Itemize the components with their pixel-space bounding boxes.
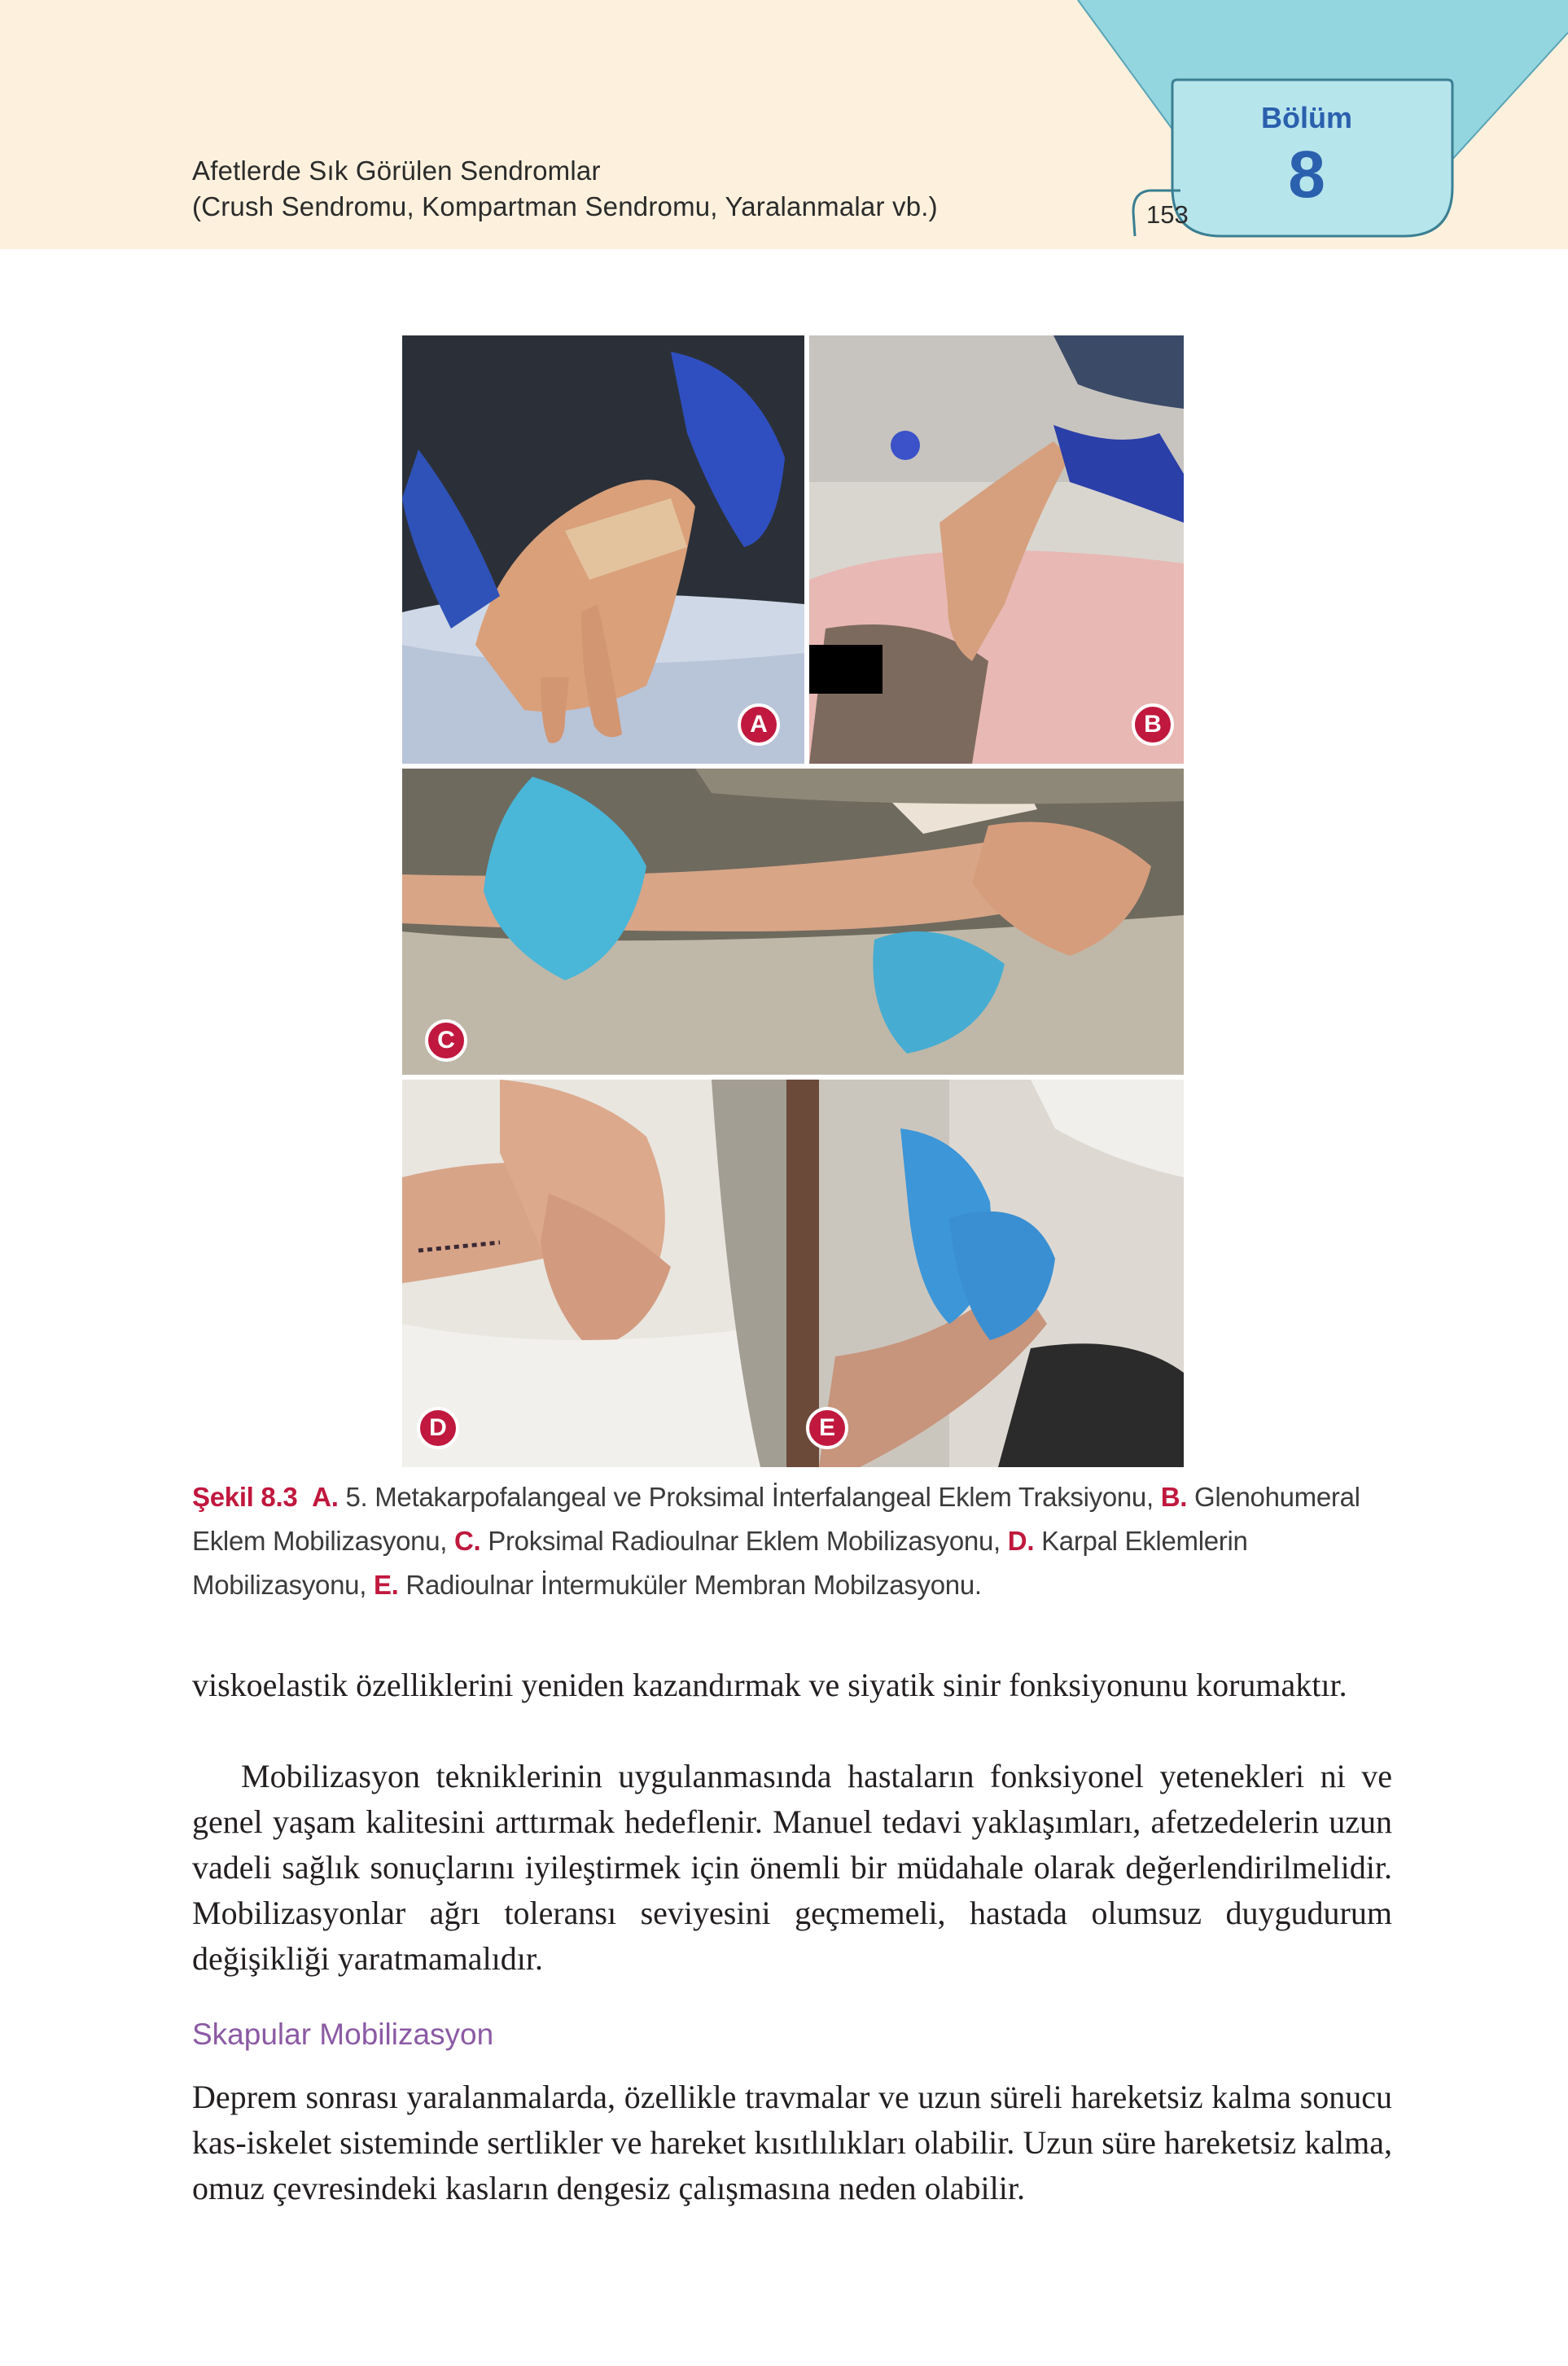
figure-photo-c [402, 769, 1184, 1075]
figure-label: Şekil 8.3 [192, 1482, 298, 1512]
caption-item-e-label: E. [373, 1570, 399, 1600]
figure-caption [192, 1475, 1392, 1607]
panel-label-e: E [806, 1407, 848, 1449]
figure-photo-d [402, 1080, 786, 1467]
caption-item-b-label: B. [1160, 1482, 1188, 1512]
caption-item-c-text: Proksimal Radioulnar Eklem Mobilizasyonu, [488, 1526, 1001, 1556]
body-paragraph-3: Deprem sonrası yaralanmalarda, özellikle travmalar ve uzun süreli hareketsiz kalma sonucu kas-iskelet sisteminde sertlikler ve hareket kısıtlılıkları olabilir. Uzun süre hareketsiz kalma, omuz çevresindeki kasların dengesiz çalışmasına neden olabilir. [192, 2079, 1392, 2206]
body-paragraph-2: Mobilizasyon tekniklerinin uygulanmasında hastaların fonksiyonel yetenekleri ni ve genel yaşam kalitesini arttırmak hedeflenir. Manuel tedavi yaklaşımları, afetzedelerin uzun vadeli sağlık sonuçlarını iyileştirmek için önemli bir müdahale olarak değerlendirilmelidir. Mobilizasyonlar ağrı toleransı seviyesini geçmemeli, hastada olumsuz duygudurum değişikliği yaratmamalıdır. [192, 1758, 1392, 1977]
section-heading: Skapular Mobilizasyon [192, 2018, 494, 2051]
chapter-word: Bölüm [1261, 101, 1352, 134]
panel-label-a: A [738, 703, 780, 746]
panel-label-b: B [1132, 703, 1174, 746]
caption-item-a-label: A. [312, 1482, 339, 1512]
figure-photo-b [809, 335, 1184, 764]
figure-photo-e [786, 1080, 1184, 1467]
panel-label-d: D [417, 1407, 459, 1449]
running-title-line1: Afetlerde Sık Görülen Sendromlar [192, 156, 601, 186]
body-paragraph-1: viskoelastik özelliklerini yeniden kazandırmak ve siyatik sinir fonksiyonunu korumaktır. [192, 1667, 1347, 1703]
caption-item-e-text: Radioulnar İntermuküler Membran Mobilzasyonu. [405, 1570, 982, 1600]
caption-item-c-label: C. [454, 1526, 481, 1556]
running-title-line2: (Crush Sendromu, Kompartman Sendromu, Yaralanmalar vb.) [192, 191, 938, 221]
caption-item-d-label: D. [1007, 1526, 1035, 1556]
running-title [192, 153, 938, 225]
chapter-number: 8 [1288, 138, 1325, 212]
page-number: 153 [1146, 200, 1189, 229]
caption-item-d-text: Karpal Eklemlerin Mobilizasyonu, [192, 1526, 1248, 1600]
panel-label-c: C [425, 1019, 467, 1062]
figure-photo-a [402, 335, 804, 764]
caption-item-b-text: Glenohumeral Eklem Mobilizasyonu, [192, 1482, 1360, 1556]
caption-item-a-text: 5. Metakarpofalangeal ve Proksimal İnterfalangeal Eklem Traksiyonu, [345, 1482, 1154, 1512]
